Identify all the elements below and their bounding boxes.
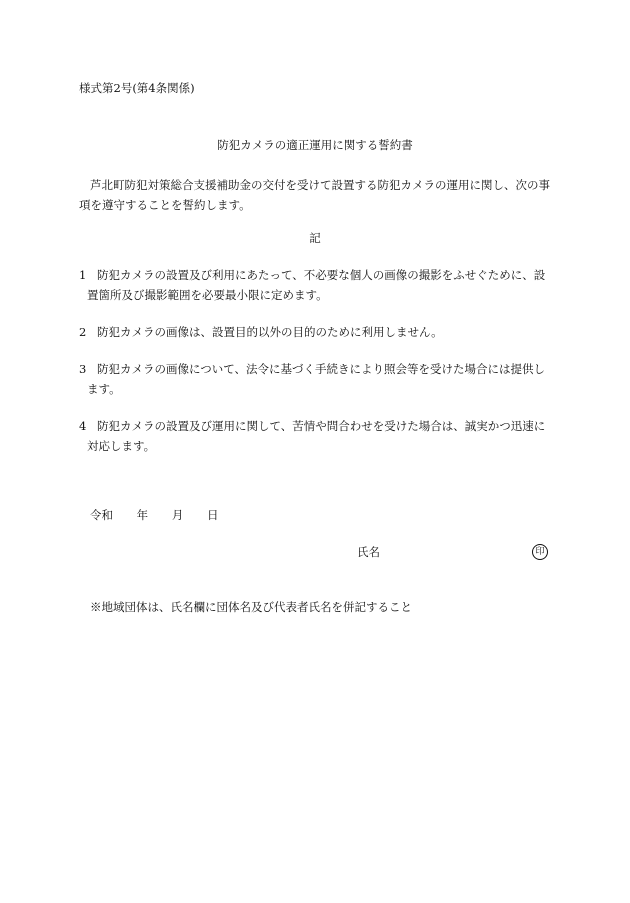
- item-text-line2: 対応します。: [87, 439, 156, 453]
- item-text-line1: 防犯カメラの画像について、法令に基づく手続きにより照会等を受けた場合には提供し: [97, 362, 546, 376]
- pledge-item: [79, 416, 551, 456]
- footnote: ※地域団体は、氏名欄に団体名及び代表者氏名を併記すること: [90, 600, 412, 614]
- item-text-line1: 防犯カメラの画像は、設置目的以外の目的のために利用しません。: [97, 325, 443, 339]
- intro-paragraph: 芦北町防犯対策総合支援補助金の交付を受けて設置する防犯カメラの運用に関し、次の事項を遵守することを誓約します。: [79, 178, 550, 212]
- date-year-label: 年: [136, 508, 149, 522]
- item-text-line1: 防犯カメラの設置及び運用に関して、苦情や問合わせを受けた場合は、誠実かつ迅速に: [97, 419, 546, 433]
- pledge-item: [79, 265, 551, 305]
- item-number: 1: [79, 268, 87, 282]
- name-label: 氏名: [357, 545, 380, 559]
- form-number: 様式第2号(第4条関係): [79, 81, 195, 95]
- date-month-label: 月: [171, 508, 184, 522]
- item-text-line1: 防犯カメラの設置及び利用にあたって、不必要な個人の画像の撮影をふせぐために、設: [97, 268, 546, 282]
- item-text-line2: ます。: [87, 382, 121, 396]
- pledge-item: [79, 359, 551, 399]
- document-title: 防犯カメラの適正運用に関する誓約書: [217, 138, 413, 152]
- date-day-label: 日: [206, 508, 219, 522]
- ki-heading: 記: [309, 231, 321, 245]
- item-number: 2: [79, 325, 87, 339]
- item-number: 3: [79, 362, 87, 376]
- item-number: 4: [79, 419, 87, 433]
- item-text-line2: 置箇所及び撮影範囲を必要最小限に定めます。: [87, 288, 328, 302]
- date-line: [90, 510, 218, 522]
- seal-mark: 印: [532, 544, 548, 560]
- pledge-item: [79, 322, 551, 342]
- date-era: 令和: [90, 508, 113, 522]
